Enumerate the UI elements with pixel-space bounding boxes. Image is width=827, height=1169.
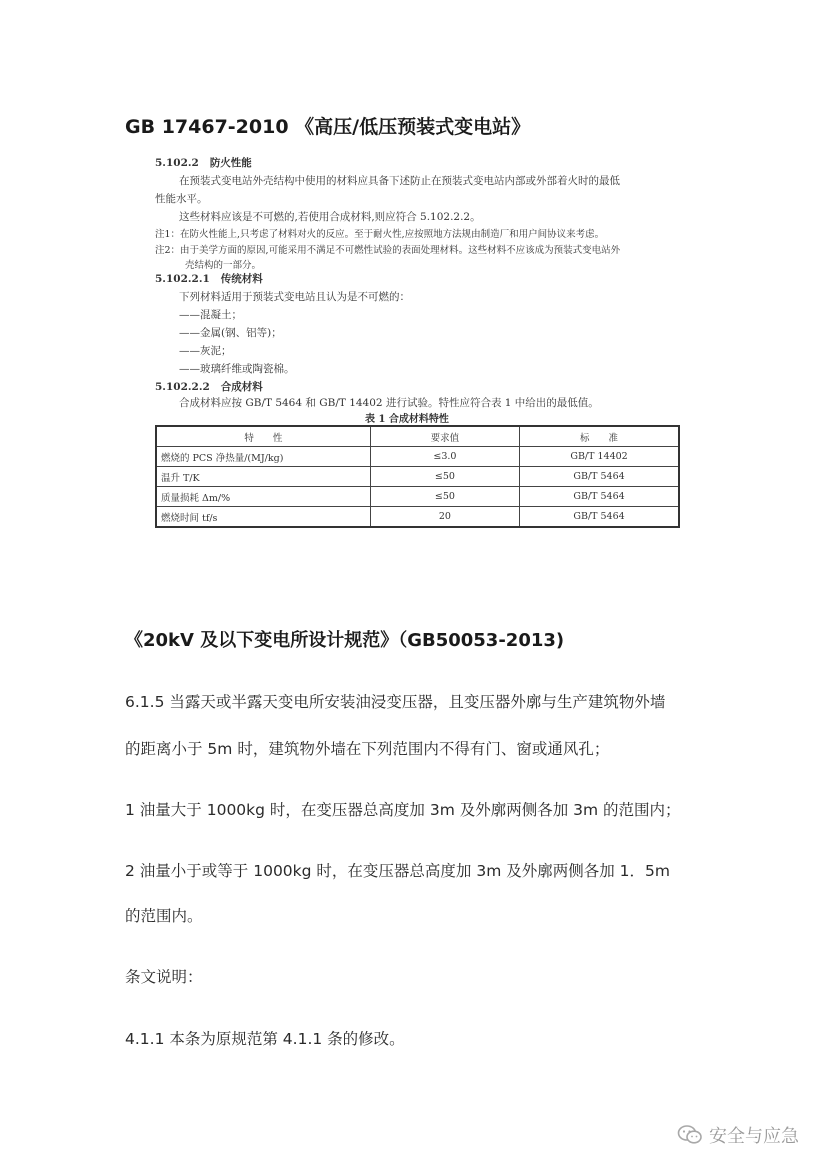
sub1-item: ——混凝土；: [179, 309, 242, 321]
table-header-cell: 标 准: [520, 426, 679, 447]
table-cell: ≤50: [370, 487, 519, 507]
body-line: 2 油量小于或等于 1000kg 时，在变压器总高度加 3m 及外廓两侧各加 1．5m: [125, 862, 670, 880]
table-cell: GB/T 14402: [520, 447, 679, 467]
clause-note-1: 注1：在防火性能上,只考虑了材料对火的反应。至于耐火性,应按照地方法规由制造厂和用户间协议来考虑。: [155, 229, 605, 240]
clause-para-1a: 在预装式变电站外壳结构中使用的材料应具备下述防止在预装式变电站内部或外部着火时的最低: [179, 175, 620, 187]
clause-para-2: 这些材料应该是不可燃的,若使用合成材料,则应符合 5.102.2.2。: [179, 211, 481, 223]
table-cell: GB/T 5464: [520, 507, 679, 528]
table-cell: GB/T 5464: [520, 467, 679, 487]
sub1-intro: 下列材料适用于预装式变电站且认为是不可燃的：: [179, 291, 410, 303]
table-row: [156, 447, 679, 467]
body-line: 6.1.5 当露天或半露天变电所安装油浸变压器，且变压器外廓与生产建筑物外墙: [125, 693, 666, 711]
table-cell: 质量损耗 Δm/%: [156, 487, 370, 507]
body-line: 的距离小于 5m 时，建筑物外墙在下列范围内不得有门、窗或通风孔；: [125, 740, 610, 758]
table-header-cell: 要求值: [370, 426, 519, 447]
table-cell: 燃烧时间 tf/s: [156, 507, 370, 528]
table-cell: 温升 T/K: [156, 467, 370, 487]
body-line: 的范围内。: [125, 907, 203, 925]
material-properties-table: [155, 425, 680, 528]
sub2-text: 合成材料应按 GB/T 5464 和 GB/T 14402 进行试验。特性应符合表 1 中给出的最低值。: [179, 397, 599, 409]
table-caption: 表 1 合成材料特性: [365, 414, 449, 425]
table-cell: ≤3.0: [370, 447, 519, 467]
table-row: [156, 507, 679, 528]
section2-title: 《20kV 及以下变电所设计规范》（GB50053-2013): [125, 630, 565, 651]
sub1-item: ——灰泥；: [179, 345, 232, 357]
watermark-text: 安全与应急: [709, 1126, 799, 1147]
table-row: [156, 467, 679, 487]
body-line: 条文说明：: [125, 968, 203, 986]
body-line: 4.1.1 本条为原规范第 4.1.1 条的修改。: [125, 1030, 405, 1048]
clause-note-2a: 注2：由于美学方面的原因,可能采用不满足不可燃性试验的表面处理材料。这些材料不应该成为预装式变电站外: [155, 245, 621, 256]
clause-heading: 5.102.2 防火性能: [155, 157, 252, 169]
table-cell: GB/T 5464: [520, 487, 679, 507]
sub1-item: ——金属(钢、铝等)；: [179, 327, 282, 339]
sub1-item: ——玻璃纤维或陶瓷棉。: [179, 363, 295, 375]
table-cell: 20: [370, 507, 519, 528]
sub1-heading: 5.102.2.1 传统材料: [155, 273, 263, 285]
scanned-standard-excerpt: [155, 150, 680, 535]
table-cell: ≤50: [370, 467, 519, 487]
table-cell: 燃烧的 PCS 净热量/(MJ/kg): [156, 447, 370, 467]
body-line: 1 油量大于 1000kg 时，在变压器总高度加 3m 及外廓两侧各加 3m 的范围内；: [125, 801, 681, 819]
clause-note-2b: 壳结构的一部分。: [185, 260, 262, 271]
watermark: [677, 1122, 799, 1148]
sub2-heading: 5.102.2.2 合成材料: [155, 381, 263, 393]
table-row: [156, 487, 679, 507]
table-header-row: [156, 426, 679, 447]
section1-title: GB 17467-2010 《高压/低压预装式变电站》: [125, 116, 531, 138]
clause-para-1b: 性能水平。: [155, 193, 208, 205]
wechat-icon: [677, 1124, 703, 1146]
table-header-cell: 特 性: [156, 426, 370, 447]
